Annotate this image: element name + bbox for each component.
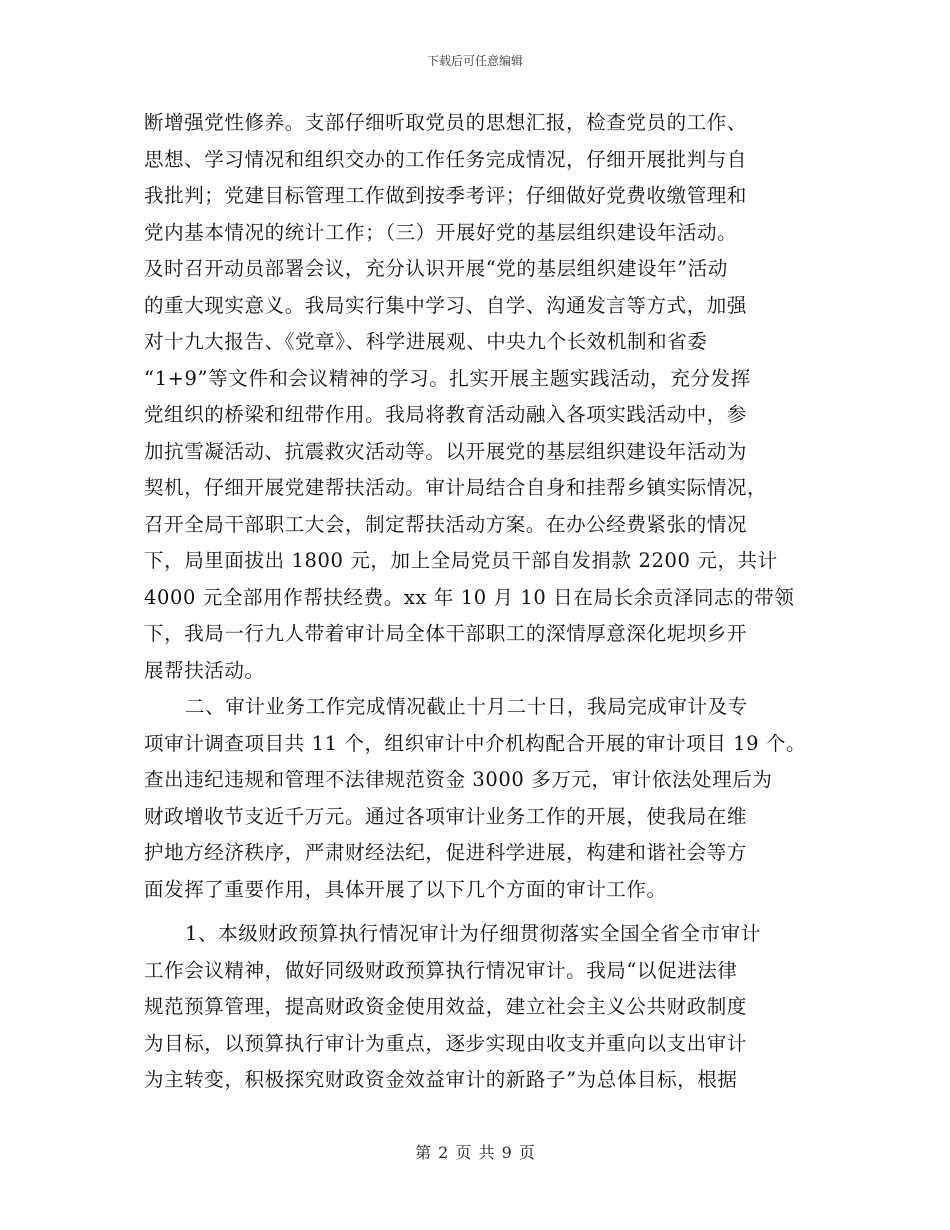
text-line: “1+9”等文件和会议精神的学习。扎实开展主题实践活动，充分发挥 [144,366,751,390]
text-line: 党组织的桥梁和纽带作用。我局将教育活动融入各项实践活动中，参 [144,403,748,426]
text-line: 为主转变，积极探究财政资金效益审计的新路子”为总体目标，根据 [144,1068,738,1091]
text-line: 及时召开动员部署会议，充分认识开展“党的基层组织建设年”活动 [144,257,728,280]
text-line: 的重大现实意义。我局实行集中学习、自学、沟通发言等方式，加强 [144,293,748,317]
text-line: 党内基本情况的统计工作；（三）开展好党的基层组织建设年活动。 [144,220,738,244]
text-line: 对十九大报告、《党章》、科学进展观、中央九个长效机制和省委 [144,330,708,353]
text-line: 召开全局干部职工大会，制定帮扶活动方案。在办公经费紧张的情况 [144,512,748,536]
text-line: 断增强党性修养。支部仔细听取党员的思想汇报，检查党员的工作、 [144,111,748,134]
page-footer [0,1143,950,1163]
text-line: 加抗雪凝活动、抗震救灾活动等。以开展党的基层组织建设年活动为 [144,439,748,463]
text-line: 展帮扶活动。 [144,658,265,682]
text-line: 护地方经济秩序，严肃财经法纪，促进科学进展，构建和谐社会等方 [144,841,748,864]
text-line: 我批判；党建目标管理工作做到按季考评；仔细做好党费收缴管理和 [144,184,748,207]
paragraph-start-line: 1、本级财政预算执行情况审计为仔细贯彻落实全国全省全市审计 [185,922,761,945]
page-header [0,53,950,69]
text-line: 4000 元全部用作帮扶经费。xx 年 10 月 10 日在局长余贡泽同志的带领 [144,585,795,609]
page-number: 第 2 页 共 9 页 [415,1143,535,1162]
text-line: 财政增收节支近千万元。通过各项审计业务工作的开展，使我局在维 [144,804,748,828]
text-line: 面发挥了重要作用，具体开展了以下几个方面的审计工作。 [144,877,667,901]
text-line: 为目标，以预算执行审计为重点，逐步实现由收支并重向以支出审计 [144,1031,748,1055]
text-line: 下，我局一行九人带着审计局全体干部职工的深情厚意深化坭坝乡开 [144,622,748,645]
text-line: 契机，仔细开展党建帮扶活动。审计局结合自身和挂帮乡镇实际情况， [144,476,768,499]
text-line: 思想、学习情况和组织交办的工作任务完成情况，仔细开展批判与自 [144,147,748,171]
document-body [144,105,809,1099]
text-line: 规范预算管理，提高财政资金使用效益，建立社会主义公共财政制度 [144,995,748,1018]
header-note: 下载后可任意编辑 [426,54,523,68]
paragraph-start-line: 二、审计业务工作完成情况截止十月二十日，我局完成审计及专 [185,695,748,718]
text-line: 工作会议精神，做好同级财政预算执行情况审计。我局“以促进法律 [144,958,738,982]
text-line: 下，局里面拔出 1800 元，加上全局党员干部自发捐款 2200 元，共计 [144,549,778,572]
text-line: 项审计调查项目共 11 个，组织审计中介机构配合开展的审计项目 19 个。 [144,731,807,755]
text-line: 查出违纪违规和管理不法律规范资金 3000 多万元，审计依法处理后为 [144,768,773,791]
